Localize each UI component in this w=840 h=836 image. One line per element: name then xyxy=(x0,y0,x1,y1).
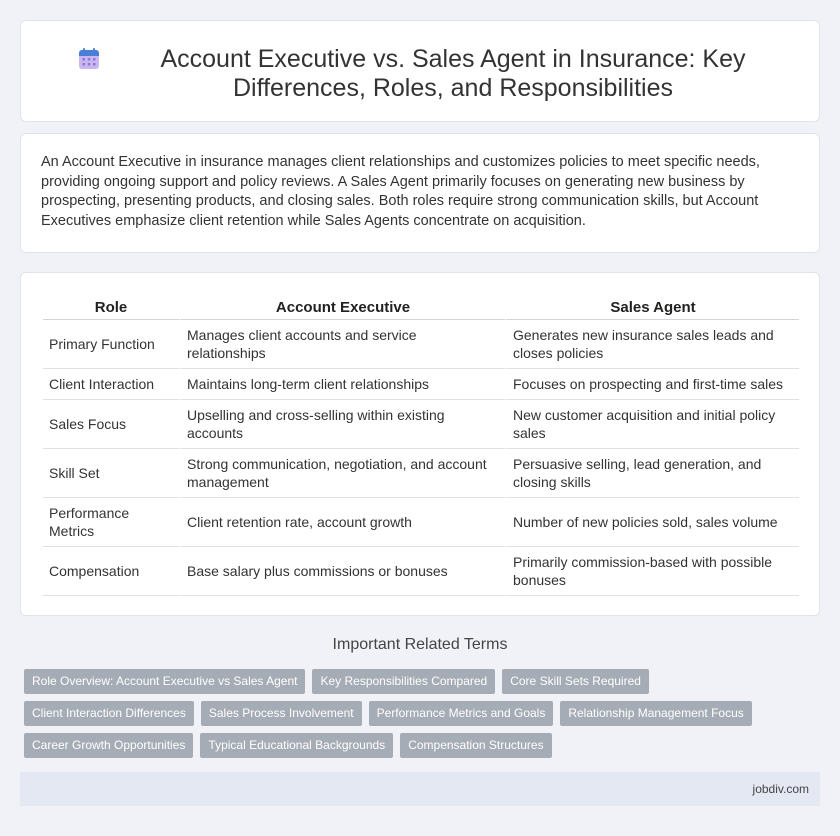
account-executive-cell: Maintains long-term client relationships xyxy=(179,369,505,400)
related-term-tag[interactable]: Client Interaction Differences xyxy=(24,701,194,726)
column-header-sales-agent: Sales Agent xyxy=(505,295,799,320)
title-card xyxy=(20,20,820,122)
table-row xyxy=(43,320,799,369)
intro-paragraph: An Account Executive in insurance manages client relationships and customizes policies to meet specific needs, providing ongoing support and policy reviews. A Sales Agent primarily focuses on generating new business by prospecting, presenting products, and closing sales. Both roles require strong communication skills, but Account Executives emphasize client retention while Sales Agents concentrate on acquisition. xyxy=(41,154,760,229)
sales-agent-cell: Number of new policies sold, sales volume xyxy=(505,498,799,547)
row-label: Client Interaction xyxy=(43,369,179,400)
row-label: Sales Focus xyxy=(43,400,179,449)
page-title: Account Executive vs. Sales Agent in Insurance: Key Differences, Roles, and Responsibilities xyxy=(160,45,746,102)
sales-agent-cell: Generates new insurance sales leads and closes policies xyxy=(505,320,799,369)
row-label: Compensation xyxy=(43,547,179,596)
sales-agent-cell: Persuasive selling, lead generation, and closing skills xyxy=(505,449,799,498)
row-label: Skill Set xyxy=(43,449,179,498)
row-label: Performance Metrics xyxy=(43,498,179,547)
related-term-tag[interactable]: Key Responsibilities Compared xyxy=(312,669,495,694)
row-label: Primary Function xyxy=(43,320,179,369)
comparison-table xyxy=(43,295,799,596)
table-header-row xyxy=(43,295,799,320)
footer-bar xyxy=(20,772,820,806)
account-executive-cell: Client retention rate, account growth xyxy=(179,498,505,547)
footer-site-link[interactable]: jobdiv.com xyxy=(752,782,809,796)
column-header-account-executive: Account Executive xyxy=(179,295,505,320)
sales-agent-cell: New customer acquisition and initial policy sales xyxy=(505,400,799,449)
table-row xyxy=(43,498,799,547)
account-executive-cell: Strong communication, negotiation, and account management xyxy=(179,449,505,498)
sales-agent-cell: Primarily commission-based with possible bonuses xyxy=(505,547,799,596)
account-executive-cell: Base salary plus commissions or bonuses xyxy=(179,547,505,596)
table-row xyxy=(43,547,799,596)
account-executive-cell: Manages client accounts and service relationships xyxy=(179,320,505,369)
table-row xyxy=(43,400,799,449)
sales-agent-cell: Focuses on prospecting and first-time sales xyxy=(505,369,799,400)
related-terms-heading: Important Related Terms xyxy=(332,636,508,653)
table-row xyxy=(43,449,799,498)
related-term-tag[interactable]: Core Skill Sets Required xyxy=(502,669,649,694)
account-executive-cell: Upselling and cross-selling within existing accounts xyxy=(179,400,505,449)
intro-card xyxy=(20,133,820,253)
related-term-tag[interactable]: Sales Process Involvement xyxy=(201,701,362,726)
calendar-icon xyxy=(77,47,101,71)
related-term-tag[interactable]: Career Growth Opportunities xyxy=(24,733,193,758)
related-terms-tags xyxy=(24,669,820,765)
related-term-tag[interactable]: Role Overview: Account Executive vs Sales Agent xyxy=(24,669,305,694)
table-row xyxy=(43,369,799,400)
related-term-tag[interactable]: Compensation Structures xyxy=(400,733,551,758)
related-term-tag[interactable]: Performance Metrics and Goals xyxy=(369,701,554,726)
related-term-tag[interactable]: Typical Educational Backgrounds xyxy=(200,733,393,758)
related-term-tag[interactable]: Relationship Management Focus xyxy=(560,701,751,726)
comparison-card xyxy=(20,272,820,616)
column-header-role: Role xyxy=(43,295,179,320)
